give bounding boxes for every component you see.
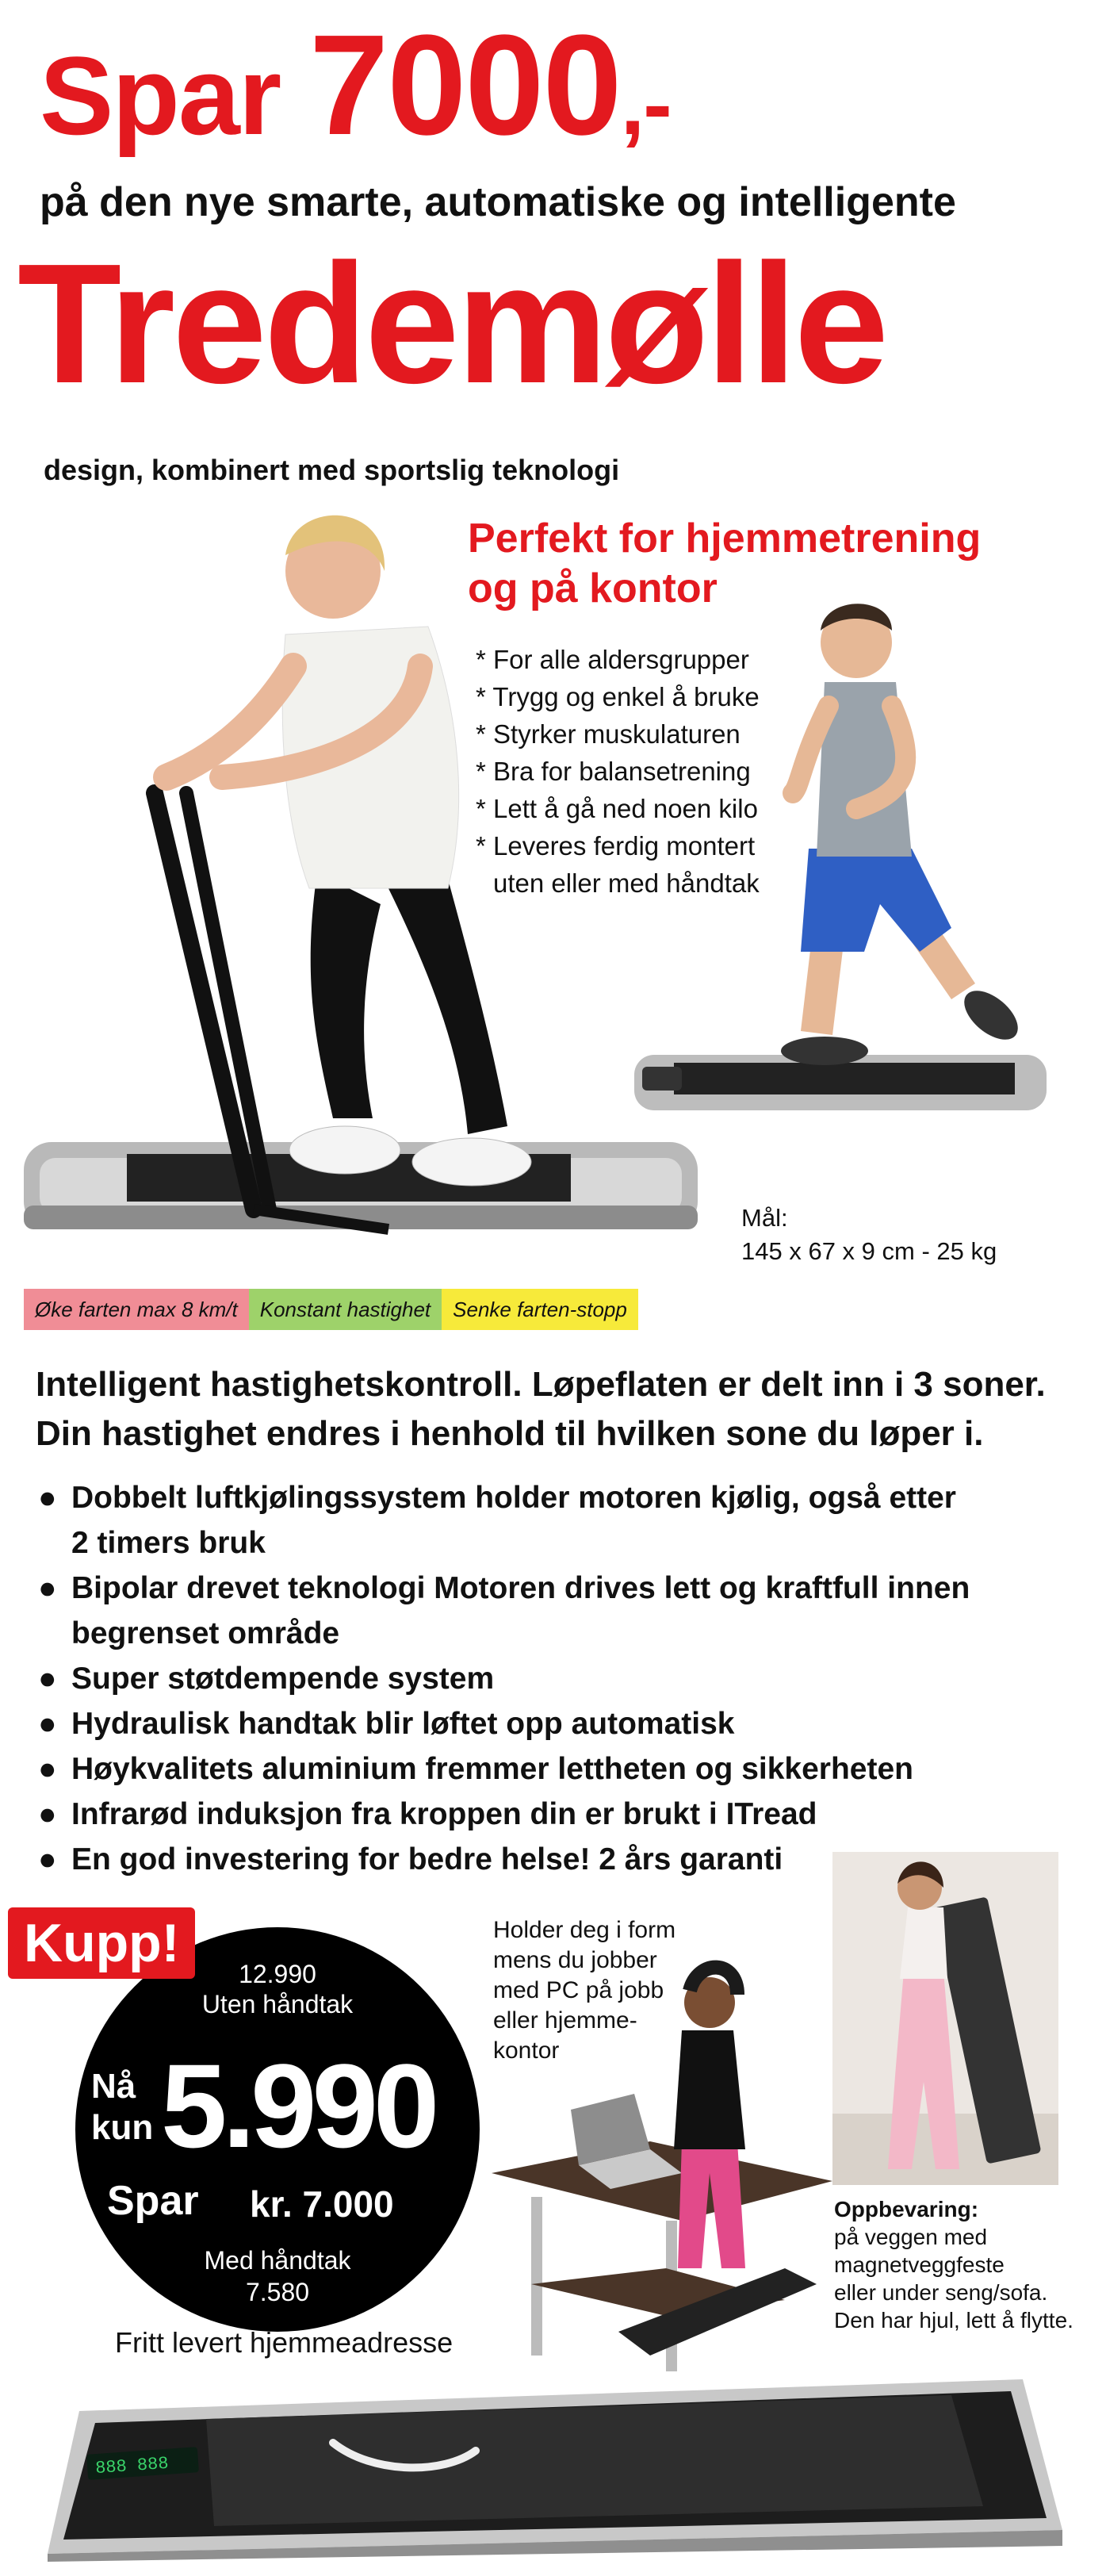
bullet-text-cont: begrenset område [71,1616,340,1650]
office-caption-line: eller hjemme- [493,2007,637,2034]
feature-item: * Bra for balansetrening [476,757,751,786]
intro-line: Din hastighet endres i henhold til hvilken sone du løper i. [36,1414,984,1453]
headline-amount: 7000 [309,6,621,165]
bullet-dot-icon: ● [38,1842,57,1876]
price-with-handle [75,2244,480,2308]
bullet-item [38,1746,970,1792]
intro-text [36,1360,1046,1459]
headline-spar [40,6,671,165]
bullet-text: Hydraulisk handtak blir løftet opp automatisk [71,1707,735,1741]
office-caption-line: kontor [493,2037,560,2064]
display-readout: 888 888 [94,2453,170,2479]
feature-item: * Trygg og enkel å bruke [476,682,760,711]
save-label: Spar [107,2178,199,2224]
price-without-label: Uten håndtak [201,1990,354,2018]
headline-suffix: ,- [620,56,671,153]
perfekt-line-2: og på kontor [468,565,718,612]
office-caption [493,1915,699,2066]
bullet-item [38,1566,970,1656]
office-caption-line: med PC på jobb [493,1977,664,2003]
price-now: 5.990 [161,2039,435,2172]
bullet-dot-icon: ● [38,1707,57,1741]
price-with-label: Med håndtak [204,2246,351,2275]
speed-zone-constant: Konstant hastighet [249,1289,442,1330]
bullet-dot-icon: ● [38,1752,57,1786]
kupp-badge: Kupp! [8,1907,195,1979]
measurements [741,1202,997,1268]
storage-title: Oppbevaring: [834,2197,979,2221]
office-caption-line: Holder deg i form [493,1917,676,1943]
bullet-dot-icon: ● [38,1797,57,1831]
price-without-value: 12.990 [239,1960,316,1988]
storage-line: magnetveggfeste [834,2252,1005,2277]
bullet-item [38,1701,970,1746]
bullet-item [38,1837,970,1882]
storage-line: Den har hjul, lett å flytte. [834,2308,1073,2333]
now-label-line2: kun [91,2108,154,2147]
storage-caption [834,2195,1096,2334]
product-title: Tredemølle [17,228,886,419]
bullet-item [38,1656,970,1701]
feature-item: * For alle aldersgrupper [476,645,749,674]
perfekt-line-1: Perfekt for hjemmetrening [468,516,982,562]
bullet-dot-icon: ● [38,1662,57,1696]
bullet-text: En god investering for bedre helse! 2 års garanti [71,1842,783,1876]
now-label-line1: Nå [91,2067,136,2106]
now-label [91,2066,153,2149]
speed-zone-decrease: Senke farten-stopp [442,1289,638,1330]
tagline: design, kombinert med sportslig teknologi [44,454,620,486]
delivery-text: Fritt levert hjemmeadresse [115,2326,453,2359]
bullet-text: Bipolar drevet teknologi Motoren drives lett og kraftfull innen [71,1571,970,1605]
measurements-label: Mål: [741,1204,788,1232]
feature-item: * Leveres ferdig montert [476,831,756,861]
speed-zone-increase: Øke farten max 8 km/t [24,1289,249,1330]
bullet-text: Høykvalitets aluminium fremmer lettheten og sikkerheten [71,1752,913,1786]
speed-zone-bar [24,1289,638,1330]
measurements-value: 145 x 67 x 9 cm - 25 kg [741,1237,997,1265]
bullet-text: Dobbelt luftkjølingssystem holder motoren kjølig, også etter [71,1481,956,1515]
bullet-text: Infrarød induksjon fra kroppen din er brukt i ITread [71,1797,817,1831]
storage-photo [832,1852,1058,2185]
office-caption-line: mens du jobber [493,1947,657,1973]
headline-spar-word: Spar [40,33,281,158]
bullet-item [38,1792,970,1837]
subtitle: på den nye smarte, automatiske og intelligente [40,179,956,225]
bullet-dot-icon: ● [38,1571,57,1605]
price-with-value: 7.580 [245,2278,310,2306]
intro-line: Intelligent hastighetskontroll. Løpeflaten er delt inn i 3 soner. [36,1365,1046,1404]
bullet-text-cont: 2 timers bruk [71,1526,266,1560]
bullet-text: Super støtdempende system [71,1662,495,1696]
storage-line: eller under seng/sofa. [834,2280,1048,2305]
treadmill-product-illustration [32,2363,1078,2562]
bullet-item [38,1475,970,1566]
feature-item: * Styrker muskulaturen [476,719,741,749]
bullet-dot-icon: ● [38,1481,57,1515]
feature-item: * Lett å gå ned noen kilo [476,794,758,823]
storage-line: på veggen med [834,2225,988,2249]
save-amount: kr. 7.000 [250,2183,394,2225]
feature-item: uten eller med håndtak [493,868,760,898]
feature-list [476,641,760,902]
price-circle [75,1927,480,2332]
perfekt-heading [468,514,981,615]
bullet-list [38,1475,970,1882]
